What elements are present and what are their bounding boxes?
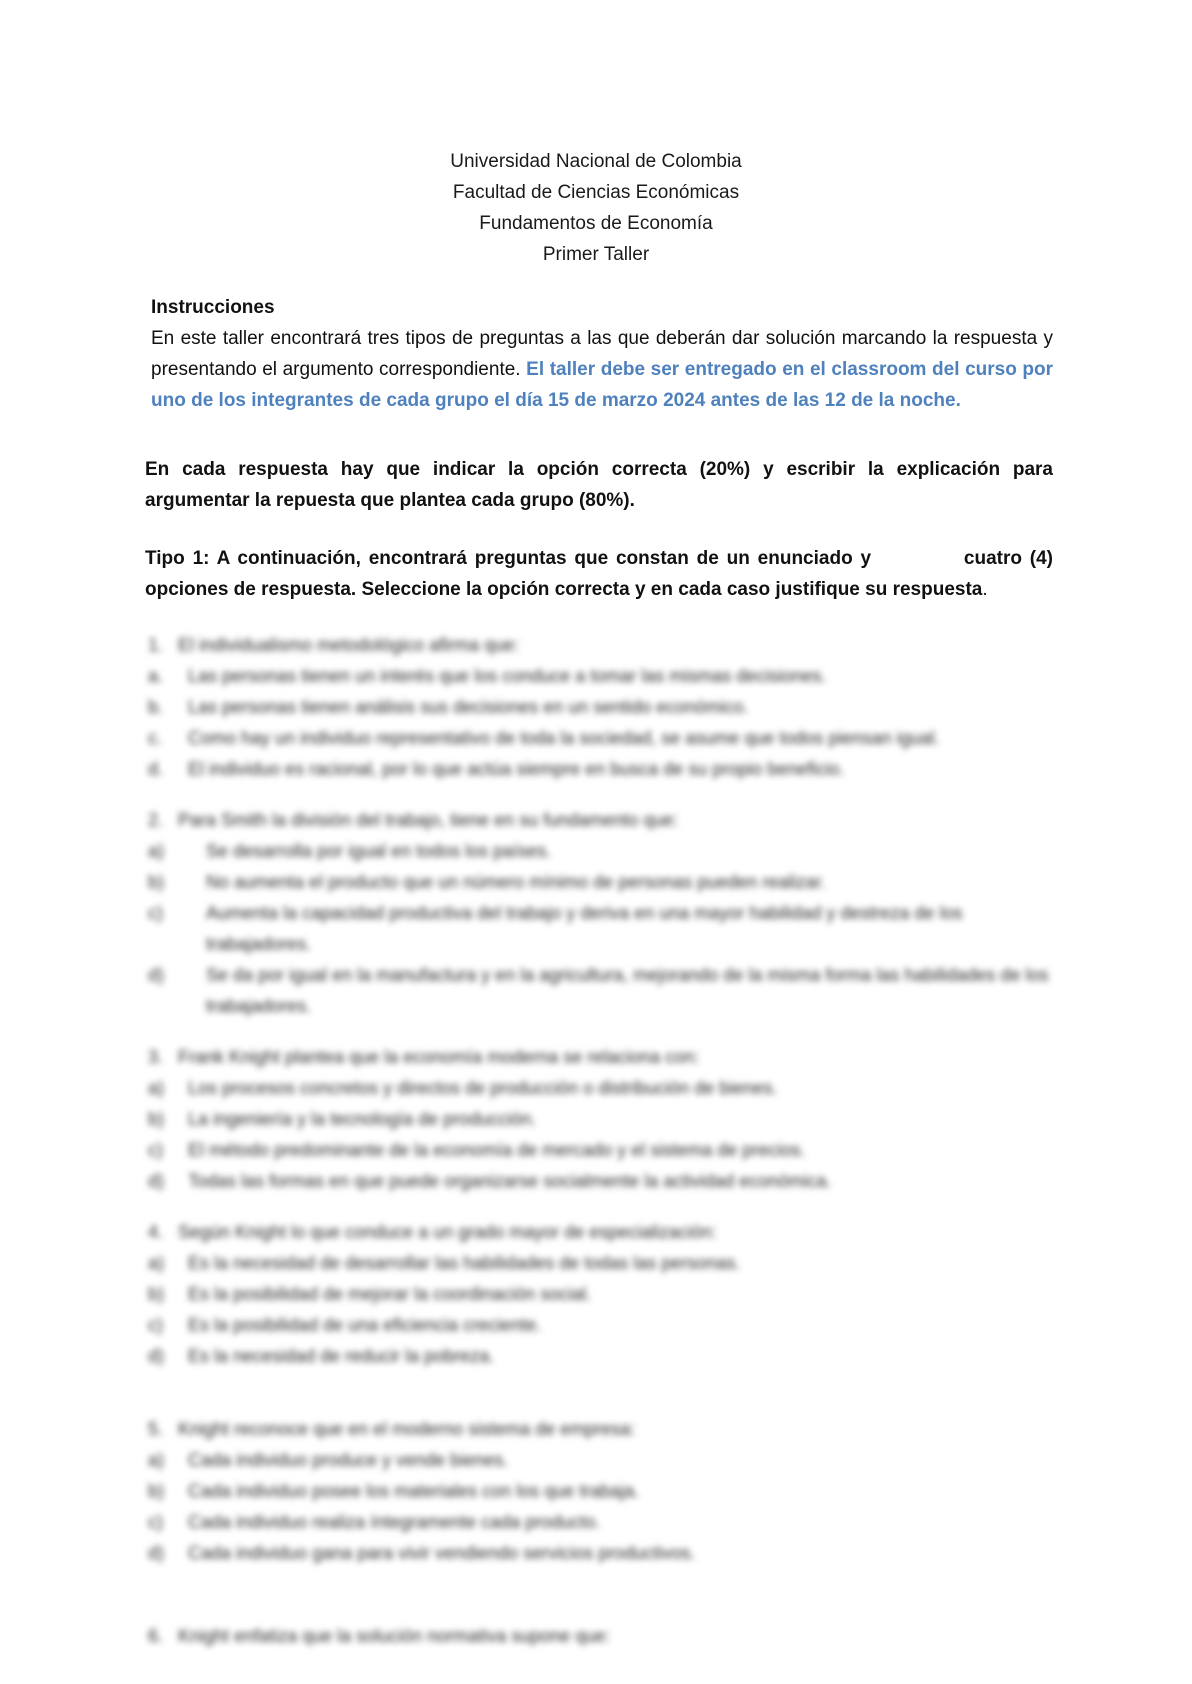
option: b) No aumenta el producto que un número mínimo de personas pueden realizar. bbox=[148, 872, 826, 892]
question-number: 4. bbox=[148, 1222, 164, 1242]
tipo-1-period: . bbox=[982, 579, 988, 600]
question-text: Para Smith la división del trabajo, tiene en su fundamento que: bbox=[178, 810, 679, 830]
option: b) La ingeniería y la tecnología de producción. bbox=[148, 1109, 537, 1129]
option: c) Es la posibilidad de una eficiencia creciente. bbox=[148, 1315, 542, 1335]
question bbox=[148, 630, 1068, 785]
question-number: 6. bbox=[148, 1626, 164, 1646]
instructions-text: En este taller encontrará tres tipos de preguntas a las que deberán dar solución marcando la respuesta y presentando el argumento correspondiente. bbox=[151, 328, 1053, 380]
option: c) Cada individuo realiza íntegramente cada producto. bbox=[148, 1512, 601, 1532]
instructions-title: Instrucciones bbox=[151, 297, 275, 318]
option: b. Las personas tienen análisis sus decisiones en un sentido económico. bbox=[148, 697, 749, 717]
tipo-1-heading-part2: cuatro (4) opciones de respuesta. Seleccione la opción correcta y en cada caso justifique su respuesta bbox=[145, 548, 1053, 600]
option: b) Es la posibilidad de mejorar la coordinación social. bbox=[148, 1284, 592, 1304]
question-number: 5. bbox=[148, 1419, 164, 1439]
option: c) El método predominante de la economía de mercado y el sistema de precios. bbox=[148, 1140, 806, 1160]
university-name: Universidad Nacional de Colombia bbox=[450, 151, 742, 172]
question-text: Frank Knight plantea que la economía moderna se relaciona con: bbox=[178, 1047, 700, 1067]
faculty-name: Facultad de Ciencias Económicas bbox=[452, 182, 740, 203]
option: a. Las personas tienen un interés que los conduce a tomar las mismas decisiones. bbox=[148, 666, 827, 686]
question bbox=[148, 1414, 1068, 1569]
option: d) Se da por igual en la manufactura y en la agricultura, mejorando de la misma forma las habilidades de los trabajadores. bbox=[148, 965, 1049, 1016]
question-number: 2. bbox=[148, 810, 164, 830]
option: a) Es la necesidad de desarrollar las habilidades de todas las personas. bbox=[148, 1253, 741, 1273]
question-text: Según Knight lo que conduce a un grado mayor de especialización: bbox=[178, 1222, 717, 1242]
option: d) Es la necesidad de reducir la pobreza. bbox=[148, 1346, 495, 1366]
question-number: 1. bbox=[148, 635, 164, 655]
assignment-title: Primer Taller bbox=[542, 244, 650, 265]
question bbox=[148, 1042, 1068, 1197]
question bbox=[148, 805, 1068, 1022]
option: d) Cada individuo gana para vivir vendiendo servicios productivos. bbox=[148, 1543, 696, 1563]
question-text: El individualismo metodológico afirma que: bbox=[178, 635, 520, 655]
option: a) Los procesos concretos y directos de producción o distribución de bienes. bbox=[148, 1078, 778, 1098]
question bbox=[148, 1217, 1068, 1372]
option: c. Como hay un individuo representativo de toda la sociedad, se asume que todos piensan igual. bbox=[148, 728, 940, 748]
section-tipo-1 bbox=[145, 543, 1053, 605]
course-name: Fundamentos de Economía bbox=[479, 213, 713, 234]
option: d. El individuo es racional, por lo que actúa siempre en busca de su propio beneficio. bbox=[148, 759, 845, 779]
evaluation-criteria: En cada respuesta hay que indicar la opción correcta (20%) y escribir la explicación para argumentar la repuesta que plantea cada grupo (80%). bbox=[145, 459, 1053, 511]
instructions-body bbox=[151, 323, 1053, 416]
question-text: Knight reconoce que en el moderno sistema de empresa: bbox=[178, 1419, 636, 1439]
document-header bbox=[0, 146, 1192, 270]
option: c) Aumenta la capacidad productiva del trabajo y deriva en una mayor habilidad y destreza de los trabajadores. bbox=[148, 903, 963, 954]
option: b) Cada individuo posee los materiales con los que trabaja. bbox=[148, 1481, 640, 1501]
deadline-text: El taller debe ser entregado en el classroom del curso por uno de los integrantes de cada grupo el día 15 de marzo 2024 antes de las 12 de la noche. bbox=[151, 359, 1054, 411]
questions-list bbox=[148, 630, 1068, 1672]
question-number: 3. bbox=[148, 1047, 164, 1067]
option: d) Todas las formas en que puede organizarse socialmente la actividad económica. bbox=[148, 1171, 832, 1191]
option: a) Cada individuo produce y vende bienes. bbox=[148, 1450, 509, 1470]
option: a) Se desarrolla por igual en todos los países. bbox=[148, 841, 552, 861]
question bbox=[148, 1621, 1068, 1652]
question-text: Knight enfatiza que la solución normativa supone que: bbox=[178, 1626, 611, 1646]
tipo-1-heading-part1: Tipo 1: A continuación, encontrará preguntas que constan de un enunciado y bbox=[145, 548, 872, 569]
